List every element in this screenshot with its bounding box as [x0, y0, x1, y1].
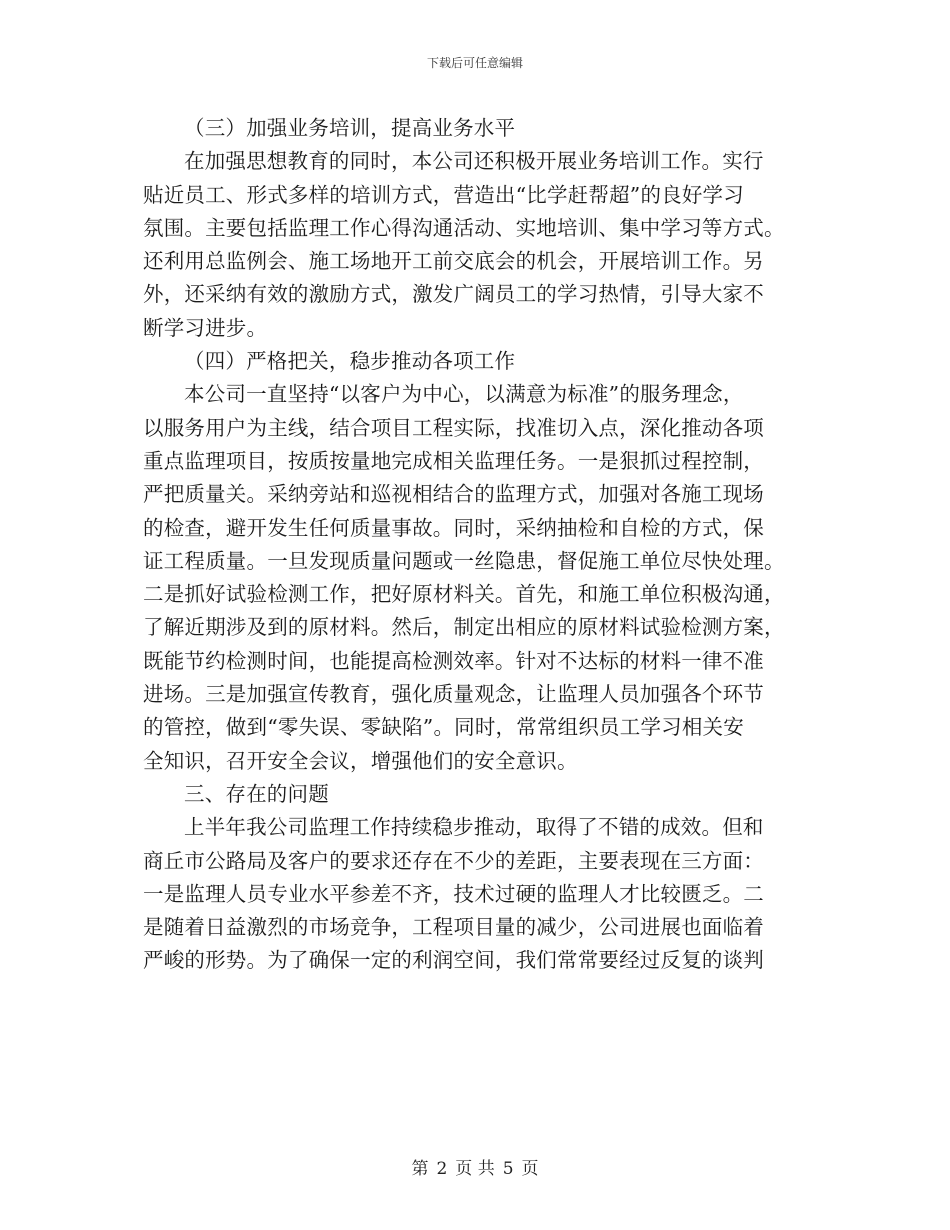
text-line: 上半年我公司监理工作持续稳步推动，取得了不错的成效。但和 [184, 815, 764, 840]
footer-suffix: 页 [521, 1159, 539, 1179]
text-line: 还利用总监例会、施工场地开工前交底会的机会，开展培训工作。另 [143, 249, 764, 274]
text-line: 证工程质量。一旦发现质量问题或一丝隐患，督促施工单位尽快处理。 [143, 548, 785, 573]
text-line: 氛围。主要包括监理工作心得沟通活动、实地培训、集中学习等方式。 [143, 215, 785, 240]
text-line: 以服务用户为主线，结合项目工程实际，找准切入点，深化推动各项 [143, 415, 764, 440]
text-line: 既能节约检测时间，也能提高检测效率。针对不达标的材料一律不准 [143, 648, 764, 673]
text-line: 全知识，召开安全会议，增强他们的安全意识。 [143, 748, 578, 773]
footer-prefix: 第 [411, 1159, 429, 1179]
text-line: 商丘市公路局及客户的要求还存在不少的差距，主要表现在三方面： [143, 848, 764, 873]
text-line: 本公司一直坚持“以客户为中心，以满意为标准”的服务理念， [184, 382, 744, 407]
body-text [143, 112, 808, 978]
text-line: 是随着日益激烈的市场竞争，工程项目量的减少，公司进展也面临着 [143, 915, 764, 940]
text-line: （三）加强业务培训，提高业务水平 [184, 116, 516, 140]
text-line: 断学习进步。 [143, 315, 268, 340]
text-line: 在加强思想教育的同时，本公司还积极开展业务培训工作。实行 [184, 149, 764, 174]
footer-mid: 页 共 [455, 1159, 495, 1179]
text-line: 严峻的形势。为了确保一定的利润空间，我们常常要经过反复的谈判 [143, 948, 764, 973]
header-note: 下载后可任意编辑 [426, 56, 523, 70]
page-footer [0, 1154, 950, 1179]
text-line: 三、存在的问题 [184, 781, 329, 806]
footer-page-number: 2 [436, 1159, 448, 1179]
text-line: 进场。三是加强宣传教育，强化质量观念，让监理人员加强各个环节 [143, 682, 764, 707]
text-line: （四）严格把关，稳步推动各项工作 [184, 349, 516, 374]
text-line: 的管控，做到“零失误、零缺陷”。同时，常常组织员工学习相关安 [143, 715, 744, 740]
text-line: 贴近员工、形式多样的培训方式，营造出“比学赶帮超”的良好学习 [143, 182, 744, 207]
text-line: 外，还采纳有效的激励方式，激发广阔员工的学习热情，引导大家不 [143, 282, 764, 307]
text-line: 了解近期涉及到的原材料。然后，制定出相应的原材料试验检测方案， [143, 615, 785, 640]
text-line: 严把质量关。采纳旁站和巡视相结合的监理方式，加强对各施工现场 [143, 482, 764, 507]
footer-total-pages: 5 [502, 1159, 514, 1179]
text-line: 重点监理项目，按质按量地完成相关监理任务。一是狠抓过程控制， [143, 448, 764, 473]
text-line: 一是监理人员专业水平参差不齐，技术过硬的监理人才比较匮乏。二 [143, 881, 764, 906]
text-line: 的检查，避开发生任何质量事故。同时，采纳抽检和自检的方式，保 [143, 515, 764, 540]
text-line: 二是抓好试验检测工作，把好原材料关。首先，和施工单位积极沟通， [143, 582, 785, 607]
